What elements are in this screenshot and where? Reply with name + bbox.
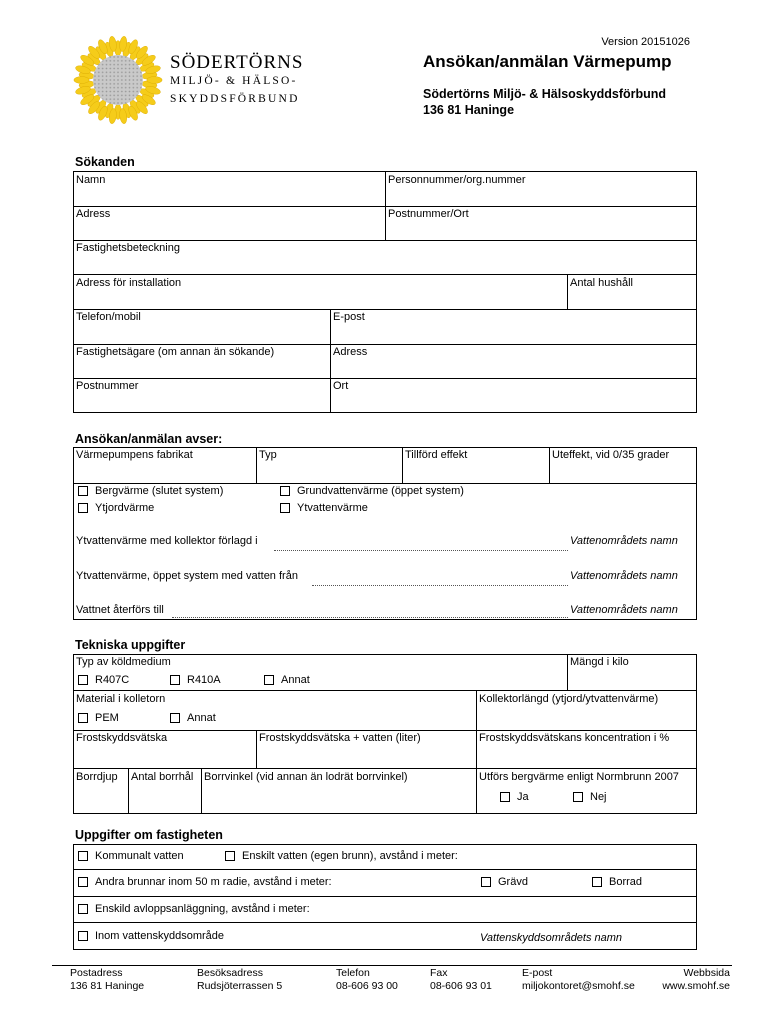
logo-line-2: MILJÖ- & HÄLSO-	[170, 75, 298, 87]
footer-fax: Fax 08-606 93 01	[430, 967, 492, 992]
normbrunn-label: Utförs bergvärme enligt Normbrunn 2007	[479, 771, 679, 783]
protection-area-name-label: Vattenskyddsområdets namn	[480, 932, 623, 944]
refrigerant-label: Typ av köldmedium	[76, 656, 171, 668]
water-area-name-3: Vattenområdets namn	[570, 604, 678, 616]
version-label: Version 20151026	[601, 36, 690, 48]
owner-address-field[interactable]: Adress	[333, 346, 368, 358]
collector-material-label: Material i kolletorn	[76, 693, 166, 705]
r410a-label: R410A	[187, 674, 221, 686]
refrigerant-other-label: Annat	[281, 674, 310, 686]
drilled-well-checkbox[interactable]	[592, 877, 602, 887]
footer-email-link[interactable]: miljokontoret@smohf.se	[522, 980, 635, 992]
surface-water-checkbox[interactable]	[280, 503, 290, 513]
type-field[interactable]: Typ	[259, 449, 277, 461]
water-returned-label: Vattnet återförs till	[76, 604, 164, 616]
dug-well-label: Grävd	[498, 876, 528, 888]
antifreeze-field[interactable]: Frostskyddsvätska	[76, 732, 168, 744]
municipal-water-checkbox[interactable]	[78, 851, 88, 861]
name-field[interactable]: Namn	[76, 174, 106, 186]
surface-open-label: Ytvattenvärme, öppet system med vatten från	[76, 570, 298, 582]
soil-heat-checkbox[interactable]	[78, 503, 88, 513]
org-address: 136 81 Haninge	[423, 103, 515, 117]
protection-area-checkbox[interactable]	[78, 931, 88, 941]
drilled-well-label: Borrad	[609, 876, 643, 888]
rock-heat-label: Bergvärme (slutet system)	[95, 485, 224, 497]
email-field[interactable]: E-post	[333, 311, 365, 323]
normbrunn-yes-checkbox[interactable]	[500, 792, 510, 802]
owner-field[interactable]: Fastighetsägare (om annan än sökande)	[76, 346, 275, 358]
water-returned-input[interactable]	[172, 617, 568, 618]
amount-kg-field[interactable]: Mängd i kilo	[570, 656, 629, 668]
other-wells-label: Andra brunnar inom 50 m radie, avstånd i meter:	[95, 876, 332, 888]
org-logo-text	[170, 54, 303, 108]
property-heading: Uppgifter om fastigheten	[75, 828, 223, 842]
input-power-field[interactable]: Tillförd effekt	[405, 449, 468, 461]
application-heading: Ansökan/anmälan avser:	[75, 432, 223, 446]
municipal-water-label: Kommunalt vatten	[95, 850, 184, 862]
borehole-angle-field[interactable]: Borrvinkel (vid annan än lodrät borrvinkel)	[204, 771, 408, 783]
pem-label: PEM	[95, 712, 119, 724]
org-name: Södertörns Miljö- & Hälsoskyddsförbund	[423, 87, 667, 101]
soil-heat-label: Ytjordvärme	[95, 502, 155, 514]
r407c-checkbox[interactable]	[78, 675, 88, 685]
water-area-name-1: Vattenområdets namn	[570, 535, 678, 547]
footer-email: E-post miljokontoret@smohf.se	[522, 967, 635, 992]
footer-visiting: Besöksadress Rudsjöterrassen 5	[197, 967, 283, 992]
private-water-label: Enskilt vatten (egen brunn), avstånd i meter:	[242, 850, 458, 862]
private-water-checkbox[interactable]	[225, 851, 235, 861]
water-area-name-2: Vattenområdets namn	[570, 570, 678, 582]
form-title: Ansökan/anmälan Värmepump	[423, 52, 672, 71]
personal-number-field[interactable]: Personnummer/org.nummer	[388, 174, 526, 186]
owner-postal-field[interactable]: Postnummer	[76, 380, 139, 392]
normbrunn-no-checkbox[interactable]	[573, 792, 583, 802]
footer-divider	[52, 965, 732, 966]
material-other-label: Annat	[187, 712, 216, 724]
postal-field[interactable]: Postnummer/Ort	[388, 208, 469, 220]
material-other-checkbox[interactable]	[170, 713, 180, 723]
install-address-field[interactable]: Adress för installation	[76, 277, 182, 289]
antifreeze-concentration-field[interactable]: Frostskyddsvätskans koncentration i %	[479, 732, 670, 744]
ground-water-checkbox[interactable]	[280, 486, 290, 496]
rock-heat-checkbox[interactable]	[78, 486, 88, 496]
sewage-label: Enskild avloppsanläggning, avstånd i meter:	[95, 903, 310, 915]
other-wells-checkbox[interactable]	[78, 877, 88, 887]
output-power-field[interactable]: Uteffekt, vid 0/35 grader	[552, 449, 670, 461]
logo-line-1: SÖDERTÖRNS	[170, 52, 304, 73]
surface-collector-input[interactable]	[274, 550, 568, 551]
technical-heading: Tekniska uppgifter	[75, 638, 186, 652]
sewage-checkbox[interactable]	[78, 904, 88, 914]
surface-water-label: Ytvattenvärme	[297, 502, 368, 514]
protection-area-label: Inom vattenskyddsområde	[95, 930, 225, 942]
footer-phone: Telefon 08-606 93 00	[336, 967, 398, 992]
antifreeze-water-field[interactable]: Frostskyddsvätska + vatten (liter)	[259, 732, 421, 744]
phone-field[interactable]: Telefon/mobil	[76, 311, 141, 323]
normbrunn-yes-label: Ja	[517, 791, 529, 803]
owner-city-field[interactable]: Ort	[333, 380, 349, 392]
footer-website-link[interactable]: www.smohf.se	[662, 980, 730, 992]
r407c-label: R407C	[95, 674, 130, 686]
households-field[interactable]: Antal hushåll	[570, 277, 633, 289]
borehole-depth-field[interactable]: Borrdjup	[76, 771, 118, 783]
application-table	[73, 447, 697, 620]
surface-open-input[interactable]	[312, 585, 568, 586]
logo-line-3: SKYDDSFÖRBUND	[170, 93, 300, 105]
footer-postal: Postadress 136 81 Haninge	[70, 967, 145, 992]
footer-website: Webbsida www.smohf.se	[640, 967, 730, 993]
ground-water-label: Grundvattenvärme (öppet system)	[297, 485, 464, 497]
borehole-count-field[interactable]: Antal borrhål	[131, 771, 194, 783]
address-field[interactable]: Adress	[76, 208, 111, 220]
r410a-checkbox[interactable]	[170, 675, 180, 685]
dug-well-checkbox[interactable]	[481, 877, 491, 887]
pem-checkbox[interactable]	[78, 713, 88, 723]
manufacturer-field[interactable]: Värmepumpens fabrikat	[76, 449, 193, 461]
normbrunn-no-label: Nej	[590, 791, 607, 803]
sunflower-logo-icon	[70, 32, 166, 128]
property-designation-field[interactable]: Fastighetsbeteckning	[76, 242, 180, 254]
collector-length-field[interactable]: Kollektorlängd (ytjord/ytvattenvärme)	[479, 693, 659, 705]
surface-collector-label: Ytvattenvärme med kollektor förlagd i	[76, 535, 258, 547]
applicant-heading: Sökanden	[75, 155, 135, 169]
refrigerant-other-checkbox[interactable]	[264, 675, 274, 685]
